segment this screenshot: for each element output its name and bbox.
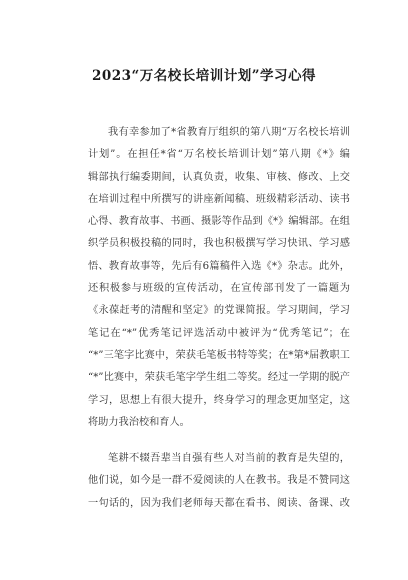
document-title: 2023“万名校长培训计划”学习心得 bbox=[91, 68, 317, 84]
paragraph-1-line-2: 计划”。在担任*省“万名校长培训计划”第八期《*》编 bbox=[88, 149, 350, 161]
paragraph-1-line-4: 在培训过程中所撰写的讲座新闻稿、班级精彩活动、读书 bbox=[88, 193, 350, 205]
paragraph-2-line-1: 笔耕不辍吾辈当自强有些人对当前的教育是失望的， bbox=[108, 453, 350, 465]
document-body bbox=[88, 122, 350, 515]
paragraph-1-line-11: “*”三笔字比赛中，荣获毛笔板书特等奖；在*第*届教职工 bbox=[88, 349, 350, 361]
paragraph-gap bbox=[88, 434, 350, 448]
paragraph-1-line-6: 织学员积极投稿的同时，我也积极撰写学习快讯、学习感 bbox=[88, 238, 350, 250]
paragraph-1-line-10: 笔记在“*”优秀笔记评选活动中被评为“优秀笔记”；在 bbox=[88, 327, 350, 339]
paragraph-1-line-1: 我有幸参加了*省教育厅组织的第八期“万名校长培训 bbox=[108, 127, 350, 138]
paragraph-1-line-9: 《永葆赶考的清醒和坚定》的党课简报。学习期间，学习 bbox=[88, 305, 350, 317]
paragraph-1-line-14: 将助力我治校和育人。 bbox=[88, 416, 190, 428]
paragraph-1-line-7: 悟、教育故事等，先后有6篇稿件入选《*》杂志。此外， bbox=[88, 260, 350, 272]
paragraph-1-line-3: 辑部执行编委期间，认真负责，收集、审核、修改、上交 bbox=[88, 171, 350, 183]
paragraph-2-line-3: 一句话的，因为我们老师每天都在看书、阅读、备课、改 bbox=[88, 497, 350, 509]
paragraph-1-line-8: 还积极参与班级的宣传活动，在宣传部刊发了一篇题为 bbox=[88, 283, 350, 295]
paragraph-1-line-5: 心得、教育故事、书画、摄影等作品到《*》编辑部。在组 bbox=[88, 216, 350, 228]
paragraph-1-line-13: 学习，思想上有很大提升，终身学习的理念更加坚定，这 bbox=[88, 394, 350, 406]
paragraph-2-line-2: 他们说，如今是一群不爱阅读的人在教书。我是不赞同这 bbox=[88, 475, 350, 487]
paragraph-1-line-12: “*”比赛中，荣获毛笔字学生组二等奖。经过一学期的脱产 bbox=[88, 372, 350, 384]
